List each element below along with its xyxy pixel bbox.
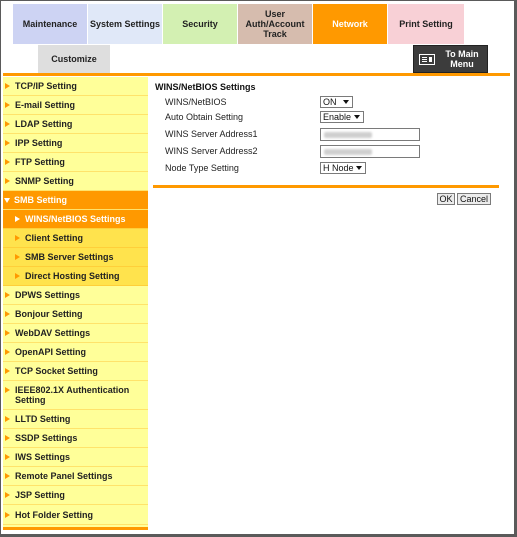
sidebar-subitem-wins-netbios[interactable] (3, 210, 148, 229)
arrow-right-icon (5, 473, 10, 479)
sidebar-item-label: OpenAPI Setting (15, 347, 87, 357)
form-label: Auto Obtain Setting (165, 112, 244, 122)
arrow-right-icon (5, 454, 10, 460)
sidebar-item-smb[interactable] (3, 191, 148, 210)
arrow-right-icon (5, 492, 10, 498)
wins-server-address1-input[interactable] (320, 128, 420, 141)
sidebar-item-label: LLTD Setting (15, 414, 71, 424)
sidebar-item-snmp[interactable] (3, 172, 148, 191)
to-main-menu-button[interactable] (413, 45, 488, 73)
tab-label: Maintenance (22, 19, 78, 29)
arrow-right-icon (5, 368, 10, 374)
sidebar-item-label: Direct Hosting Setting (25, 271, 120, 281)
sidebar-item-remote-panel[interactable] (3, 467, 148, 486)
tab-label: Network (332, 19, 368, 29)
chevron-down-icon (354, 115, 360, 119)
sidebar-item-label (15, 385, 129, 405)
wins-netbios-select[interactable] (320, 96, 353, 108)
sidebar-item-ftp[interactable] (3, 153, 148, 172)
arrow-right-icon (5, 102, 10, 108)
main-menu-label-line: To Main (445, 49, 479, 59)
tab-label: Print Setting (399, 19, 453, 29)
sidebar-item-ldap[interactable] (3, 115, 148, 134)
sidebar-subitem-direct-hosting[interactable] (3, 267, 148, 286)
arrow-right-icon (5, 121, 10, 127)
node-type-select[interactable] (320, 162, 366, 174)
sidebar-item-ssdp[interactable] (3, 429, 148, 448)
sidebar (3, 77, 148, 529)
sidebar-item-label: TCP Socket Setting (15, 366, 98, 376)
arrow-right-icon (15, 273, 20, 279)
tab-label: Security (182, 19, 218, 29)
arrow-right-icon (15, 254, 20, 260)
masked-value (324, 132, 372, 138)
sidebar-item-label: WINS/NetBIOS Settings (25, 214, 126, 224)
sidebar-item-label: SNMP Setting (15, 176, 74, 186)
sidebar-bottom-divider (3, 527, 148, 530)
sidebar-item-label: E-mail Setting (15, 100, 76, 110)
form-label: WINS/NetBIOS (165, 97, 227, 107)
sidebar-item-label: Hot Folder Setting (15, 509, 93, 520)
form-label: WINS Server Address2 (165, 146, 258, 156)
sidebar-item-label: DPWS Settings (15, 290, 81, 300)
tab-network[interactable] (313, 4, 387, 44)
sidebar-item-hot-folder[interactable] (3, 505, 148, 525)
form-label: WINS Server Address1 (165, 129, 258, 139)
main-menu-icon (419, 54, 435, 65)
sidebar-item-label: Client Setting (25, 233, 83, 243)
sidebar-item-label: SMB Server Settings (25, 252, 114, 262)
arrow-right-icon (5, 512, 10, 518)
tab-security[interactable] (163, 4, 237, 44)
sidebar-item-label: SMB Setting (14, 195, 67, 205)
ok-button[interactable]: OK (437, 193, 455, 205)
tab-label-line: User (264, 9, 285, 19)
tab-label-line: Auth/Account (245, 19, 305, 29)
select-value: H Node (323, 163, 354, 173)
sidebar-item-label: Bonjour Setting (15, 309, 83, 319)
masked-value (324, 149, 372, 155)
arrow-right-icon (5, 435, 10, 441)
sidebar-subitem-client[interactable] (3, 229, 148, 248)
main-menu-label-line: Menu (450, 59, 474, 69)
page-title: WINS/NetBIOS Settings (155, 82, 256, 92)
sidebar-item-iws[interactable] (3, 448, 148, 467)
tab-label: System Settings (89, 19, 161, 29)
sidebar-item-tcp-ip[interactable] (3, 77, 148, 96)
arrow-down-icon (4, 198, 10, 203)
sidebar-item-label: FTP Setting (15, 157, 65, 167)
sidebar-item-label: IWS Settings (15, 452, 71, 462)
tab-label-line: Track (263, 29, 287, 39)
sidebar-item-jsp[interactable] (3, 486, 148, 505)
sidebar-item-label: WebDAV Settings (15, 328, 91, 338)
sidebar-item-dpws[interactable] (3, 286, 148, 305)
sidebar-item-label: IPP Setting (15, 138, 63, 148)
cancel-button[interactable]: Cancel (457, 193, 491, 205)
sidebar-item-label-line: Setting (15, 395, 46, 405)
sidebar-item-label-line: IEEE802.1X Authentication (15, 385, 130, 395)
tab-customize[interactable] (38, 45, 110, 73)
arrow-right-icon (5, 178, 10, 184)
arrow-right-icon (5, 83, 10, 89)
arrow-right-icon (5, 416, 10, 422)
wins-server-address2-input[interactable] (320, 145, 420, 158)
form-label: Node Type Setting (165, 163, 239, 173)
arrow-right-icon (15, 216, 20, 222)
sidebar-item-ieee8021x[interactable] (3, 381, 148, 410)
arrow-right-icon (5, 159, 10, 165)
select-value: Enable (323, 112, 352, 122)
sidebar-item-label: LDAP Setting (15, 119, 73, 129)
arrow-right-icon (5, 330, 10, 336)
sidebar-item-label: SSDP Settings (15, 433, 78, 443)
arrow-right-icon (5, 292, 10, 298)
arrow-right-icon (5, 349, 10, 355)
sidebar-item-lltd[interactable] (3, 410, 148, 429)
sidebar-item-bonjour[interactable] (3, 305, 148, 324)
tab-label: Customize (51, 54, 97, 64)
sidebar-item-label: Remote Panel Settings (15, 471, 113, 481)
sidebar-item-webdav[interactable] (3, 324, 148, 343)
sidebar-item-ipp[interactable] (3, 134, 148, 153)
sidebar-item-tcp-socket[interactable] (3, 362, 148, 381)
arrow-right-icon (5, 311, 10, 317)
select-value: ON (323, 97, 337, 107)
header-divider (3, 73, 510, 76)
sidebar-item-label: JSP Setting (15, 490, 65, 500)
arrow-right-icon (15, 235, 20, 241)
sidebar-item-email[interactable] (3, 96, 148, 115)
arrow-right-icon (5, 387, 10, 393)
arrow-right-icon (5, 140, 10, 146)
sidebar-item-openapi[interactable] (3, 343, 148, 362)
sidebar-item-label: TCP/IP Setting (15, 81, 77, 91)
main-menu-label (441, 49, 487, 69)
tab-maintenance[interactable] (13, 4, 87, 44)
tab-print-setting[interactable] (388, 4, 464, 44)
auto-obtain-select[interactable] (320, 111, 364, 123)
sidebar-subitem-smb-server[interactable] (3, 248, 148, 267)
chevron-down-icon (356, 166, 362, 170)
tab-system-settings[interactable] (88, 4, 162, 44)
tab-user-auth-account-track[interactable] (238, 4, 312, 44)
content-divider (153, 185, 499, 188)
chevron-down-icon (343, 100, 349, 104)
